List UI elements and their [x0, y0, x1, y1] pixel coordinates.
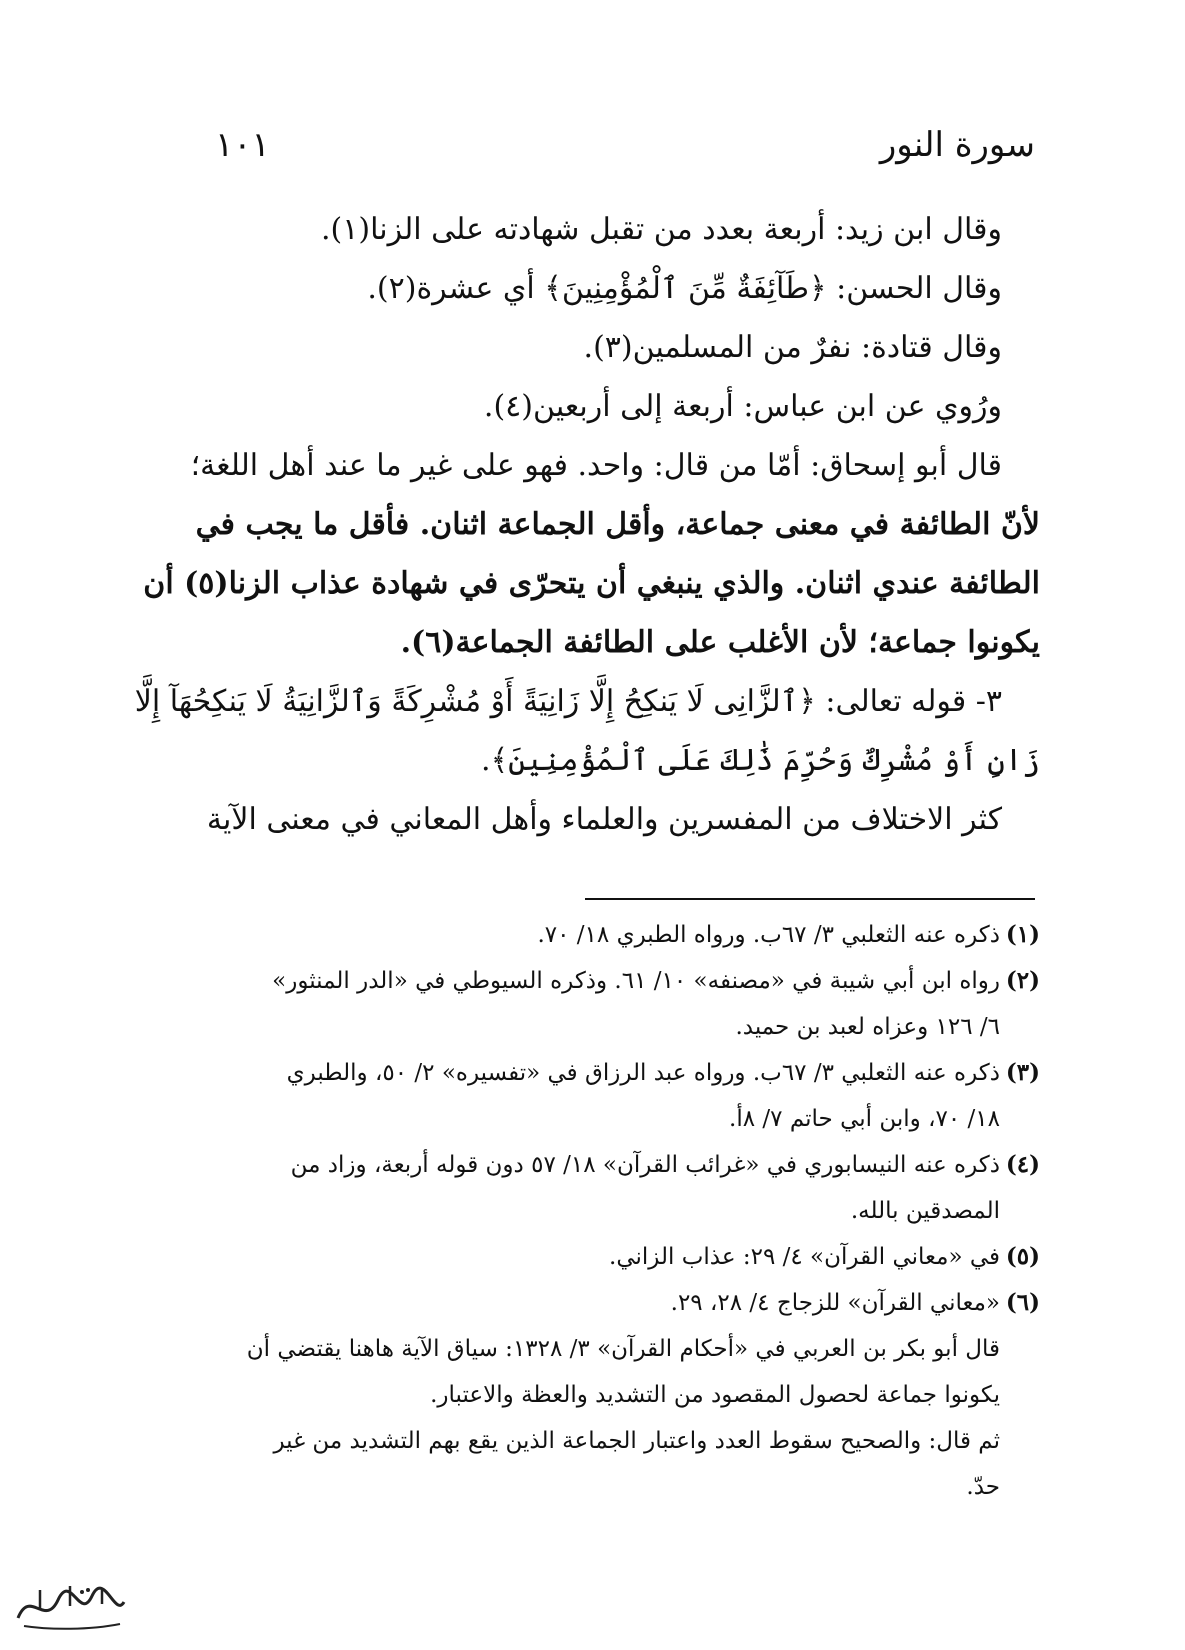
- publisher-logo: [10, 1578, 130, 1636]
- footnote-line: ذكره عنه الثعلبي ٣/ ٦٧ب. ورواه عبد الرزاق في «تفسيره» ٢/ ٥٠، والطبري: [286, 1060, 1000, 1086]
- footnote: [145, 958, 1040, 1050]
- footnote-divider: [585, 898, 1035, 900]
- body-line: يكونوا جماعة؛ لأن الأغلب على الطائفة الجماعة(٦).: [400, 625, 1040, 660]
- footnote-extra-line: قال أبو بكر بن العربي في «أحكام القرآن» ٣/ ١٣٢٨: سياق الآية هاهنا يقتضي أن: [246, 1336, 1000, 1362]
- body-line: الطائفة عندي اثنان. والذي ينبغي أن يتحرّى في شهادة عذاب الزنا(٥) أن: [143, 566, 1040, 601]
- footnote-number: (١): [1005, 921, 1040, 948]
- body-line: ٣- قوله تعالى: ﴿ٱلزَّانِى لَا يَنكِحُ إِلَّا زَانِيَةً أَوْ مُشْرِكَةً وَٱلزَّانِيَةُ لَا يَنكِحُهَآ إِلَّا: [134, 684, 1002, 719]
- footnote-line: في «معاني القرآن» ٤/ ٢٩: عذاب الزاني.: [609, 1244, 1000, 1270]
- footnote-number: (٥): [1005, 1243, 1040, 1270]
- footnote: [145, 1050, 1040, 1142]
- body-line: كثر الاختلاف من المفسرين والعلماء وأهل المعاني في معنى الآية: [206, 802, 1002, 837]
- footnote-extra-line: حدّ.: [966, 1474, 1000, 1500]
- footnote-number: (٤): [1005, 1151, 1040, 1178]
- body-line: وقال ابن زيد: أربعة بعدد من تقبل شهادته على الزنا(١).: [321, 212, 1002, 247]
- footnote: [145, 1280, 1040, 1326]
- body-line: وقال قتادة: نفرٌ من المسلمين(٣).: [583, 330, 1002, 365]
- body-line: لأنّ الطائفة في معنى جماعة، وأقل الجماعة اثنان. فأقل ما يجب في: [195, 507, 1040, 542]
- body-line: زَانٍ أَوْ مُشْرِكٌ وَحُرِّمَ ذَٰلِكَ عَلَى ٱلْمُؤْمِنِينَ﴾.: [481, 743, 1040, 778]
- footnote: [145, 1234, 1040, 1280]
- footnote-extra-line: يكونوا جماعة لحصول المقصود من التشديد والعظة والاعتبار.: [430, 1382, 1000, 1408]
- body-line: وقال الحسن: ﴿طَآئِفَةٌ مِّنَ ٱلْمُؤْمِنِينَ﴾ أي عشرة(٢).: [367, 271, 1002, 306]
- footnote: [145, 1142, 1040, 1234]
- footnote-line: المصدقين بالله.: [850, 1198, 1000, 1224]
- main-text: [134, 200, 1040, 849]
- body-line: قال أبو إسحاق: أمّا من قال: واحد. فهو على غير ما عند أهل اللغة؛: [190, 448, 1002, 483]
- footnote-line: ذكره عنه النيسابوري في «غرائب القرآن» ١٨/ ٥٧ دون قوله أربعة، وزاد من: [290, 1152, 1000, 1178]
- surah-title: سورة النور: [879, 125, 1035, 165]
- footnote: [145, 912, 1040, 958]
- page-number: ١٠١: [215, 125, 270, 165]
- footnote-line: رواه ابن أبي شيبة في «مصنفه» ١٠/ ٦١. وذكره السيوطي في «الدر المنثور»: [272, 968, 1000, 994]
- footnote-number: (٢): [1005, 967, 1040, 994]
- body-line: ورُوي عن ابن عباس: أربعة إلى أربعين(٤).: [483, 389, 1002, 424]
- footnote-line: ٦/ ١٢٦ وعزاه لعبد بن حميد.: [735, 1014, 1000, 1040]
- footnotes: [145, 912, 1040, 1510]
- footnote-line: ١٨/ ٧٠، وابن أبي حاتم ٧/ ٨أ.: [729, 1106, 1000, 1132]
- footnote-line: ذكره عنه الثعلبي ٣/ ٦٧ب. ورواه الطبري ١٨/ ٧٠.: [537, 922, 1000, 948]
- footnote-number: (٣): [1005, 1059, 1040, 1086]
- footnote-number: (٦): [1005, 1289, 1040, 1316]
- footnote-line: «معاني القرآن» للزجاج ٤/ ٢٨، ٢٩.: [670, 1290, 1000, 1316]
- footnote-extra-line: ثم قال: والصحيح سقوط العدد واعتبار الجماعة الذين يقع بهم التشديد من غير: [273, 1428, 1000, 1454]
